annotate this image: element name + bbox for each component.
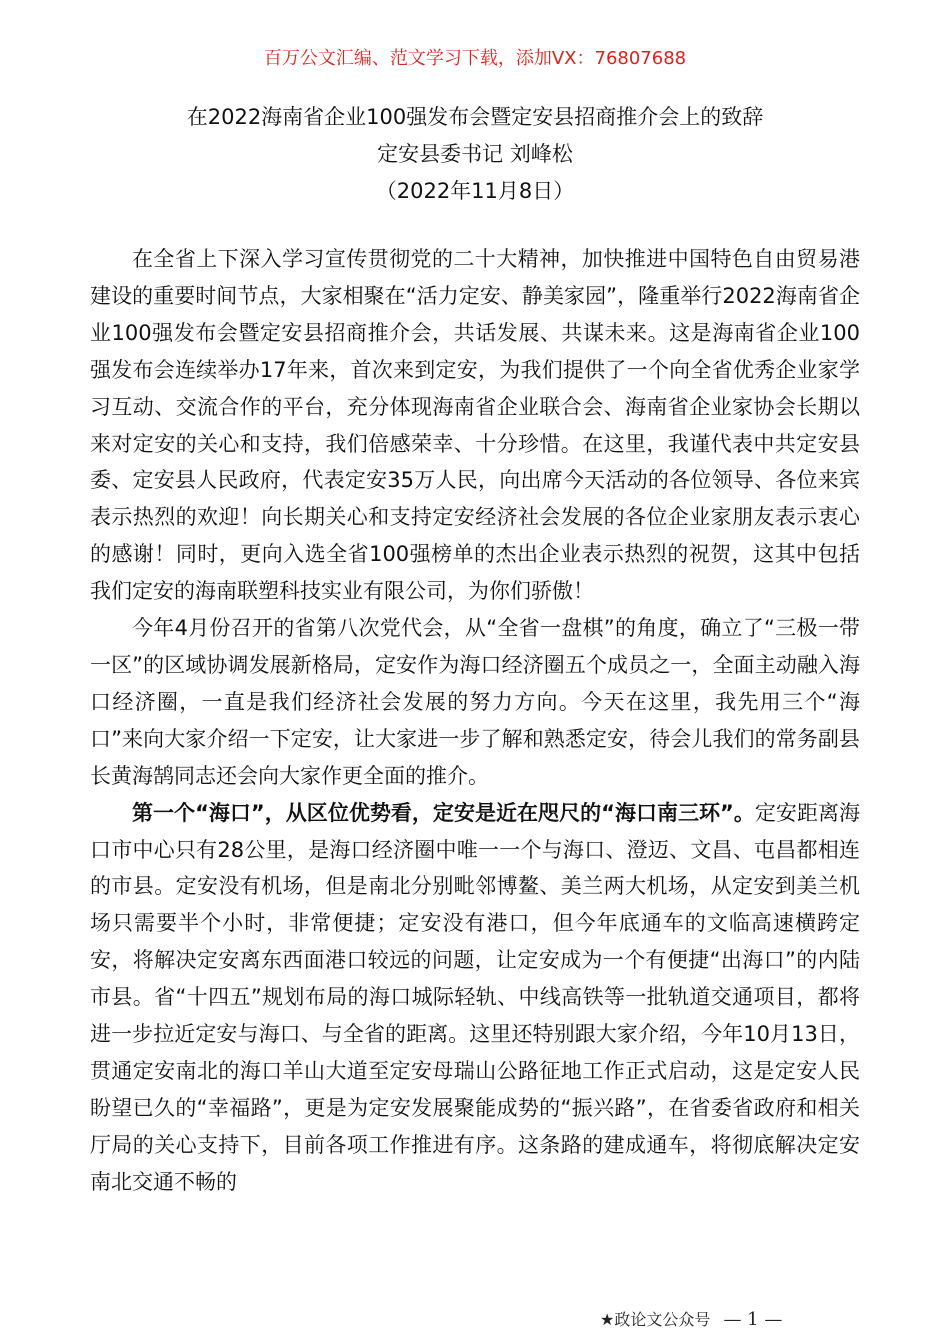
speech-date: （2022年11月8日） <box>375 179 575 203</box>
download-banner: 百万公文汇编、范文学习下载，添加VX：76807688 <box>263 48 687 69</box>
paragraph-3 <box>90 795 860 1201</box>
paragraph-2: 今年4月份召开的省第八次党代会，从“全省一盘棋”的角度，确立了“三极一带一区”的区域协调发展新格局，定安作为海口经济圈五个成员之一，全面主动融入海口经济圈，一直是我们经济社会发展的努力方向。今天在这里，我先用三个“海口”来向大家介绍一下定安，让大家进一步了解和熟悉定安，待会儿我们的常务副县长黄海鹄同志还会向大家作更全面的推介。 <box>90 616 860 788</box>
paragraph-1: 在全省上下深入学习宣传贯彻党的二十大精神，加快推进中国特色自由贸易港建设的重要时间节点，大家相聚在“活力定安、静美家园”，隆重举行2022海南省企业100强发布会暨定安县招商推介会，共话发展、共谋未来。这是海南省企业100强发布会连续举办17年来，首次来到定安，为我们提供了一个向全省优秀企业家学习互动、交流合作的平台，充分体现海南省企业联合会、海南省企业家协会长期以来对定安的关心和支持，我们倍感荣幸、十分珍惜。在这里，我谨代表中共定安县委、定安县人民政府，代表定安35万人民，向出席今天活动的各位领导、各位来宾表示热烈的欢迎！向长期关心和支持定安经济社会发展的各位企业家朋友表示衷心的感谢！同时，更向入选全省100强榜单的杰出企业表示热烈的祝贺，这其中包括我们定安的海南联塑科技实业有限公司，为你们骄傲！ <box>90 247 860 604</box>
section-heading-1: 第一个“海口”，从区位优势看，定安是近在咫尺的“海口南三环”。 <box>132 800 755 825</box>
paragraph-3-text: 定安距离海口市中心只有28公里，是海口经济圈中唯一一个与海口、澄迈、文昌、屯昌都相连的市县。定安没有机场，但是南北分别毗邻博鳌、美兰两大机场，从定安到美兰机场只需要半个小时，非常便捷；定安没有港口，但今年底通车的文临高速横跨定安，将解决定安离东西面港口较远的问题，让定安成为一个有便捷“出海口”的内陆市县。省“十四五”规划布局的海口城际轻轨、中线高铁等一批轨道交通项目，都将进一步拉近定安与海口、与全省的距离。这里还特别跟大家介绍，今年10月13日，贯通定安南北的海口羊山大道至定安母瑞山公路征地工作正式启动，这是定安人民盼望已久的“幸福路”，更是为定安发展聚能成势的“振兴路”，在省委省政府和相关厅局的关心支持下，目前各项工作推进有序。这条路的建成通车，将彻底解决定安南北交通不畅的 <box>90 800 860 1194</box>
page-footer <box>600 1309 880 1331</box>
footer-source: ★政论文公众号 <box>600 1310 711 1329</box>
page-number: — 1 — <box>723 1309 783 1330</box>
document-title-block <box>0 99 950 210</box>
document-body <box>90 241 860 1201</box>
speech-title: 在2022海南省企业100强发布会暨定安县招商推介会上的致辞 <box>186 105 764 129</box>
speaker-line: 定安县委书记 刘峰松 <box>377 142 573 166</box>
